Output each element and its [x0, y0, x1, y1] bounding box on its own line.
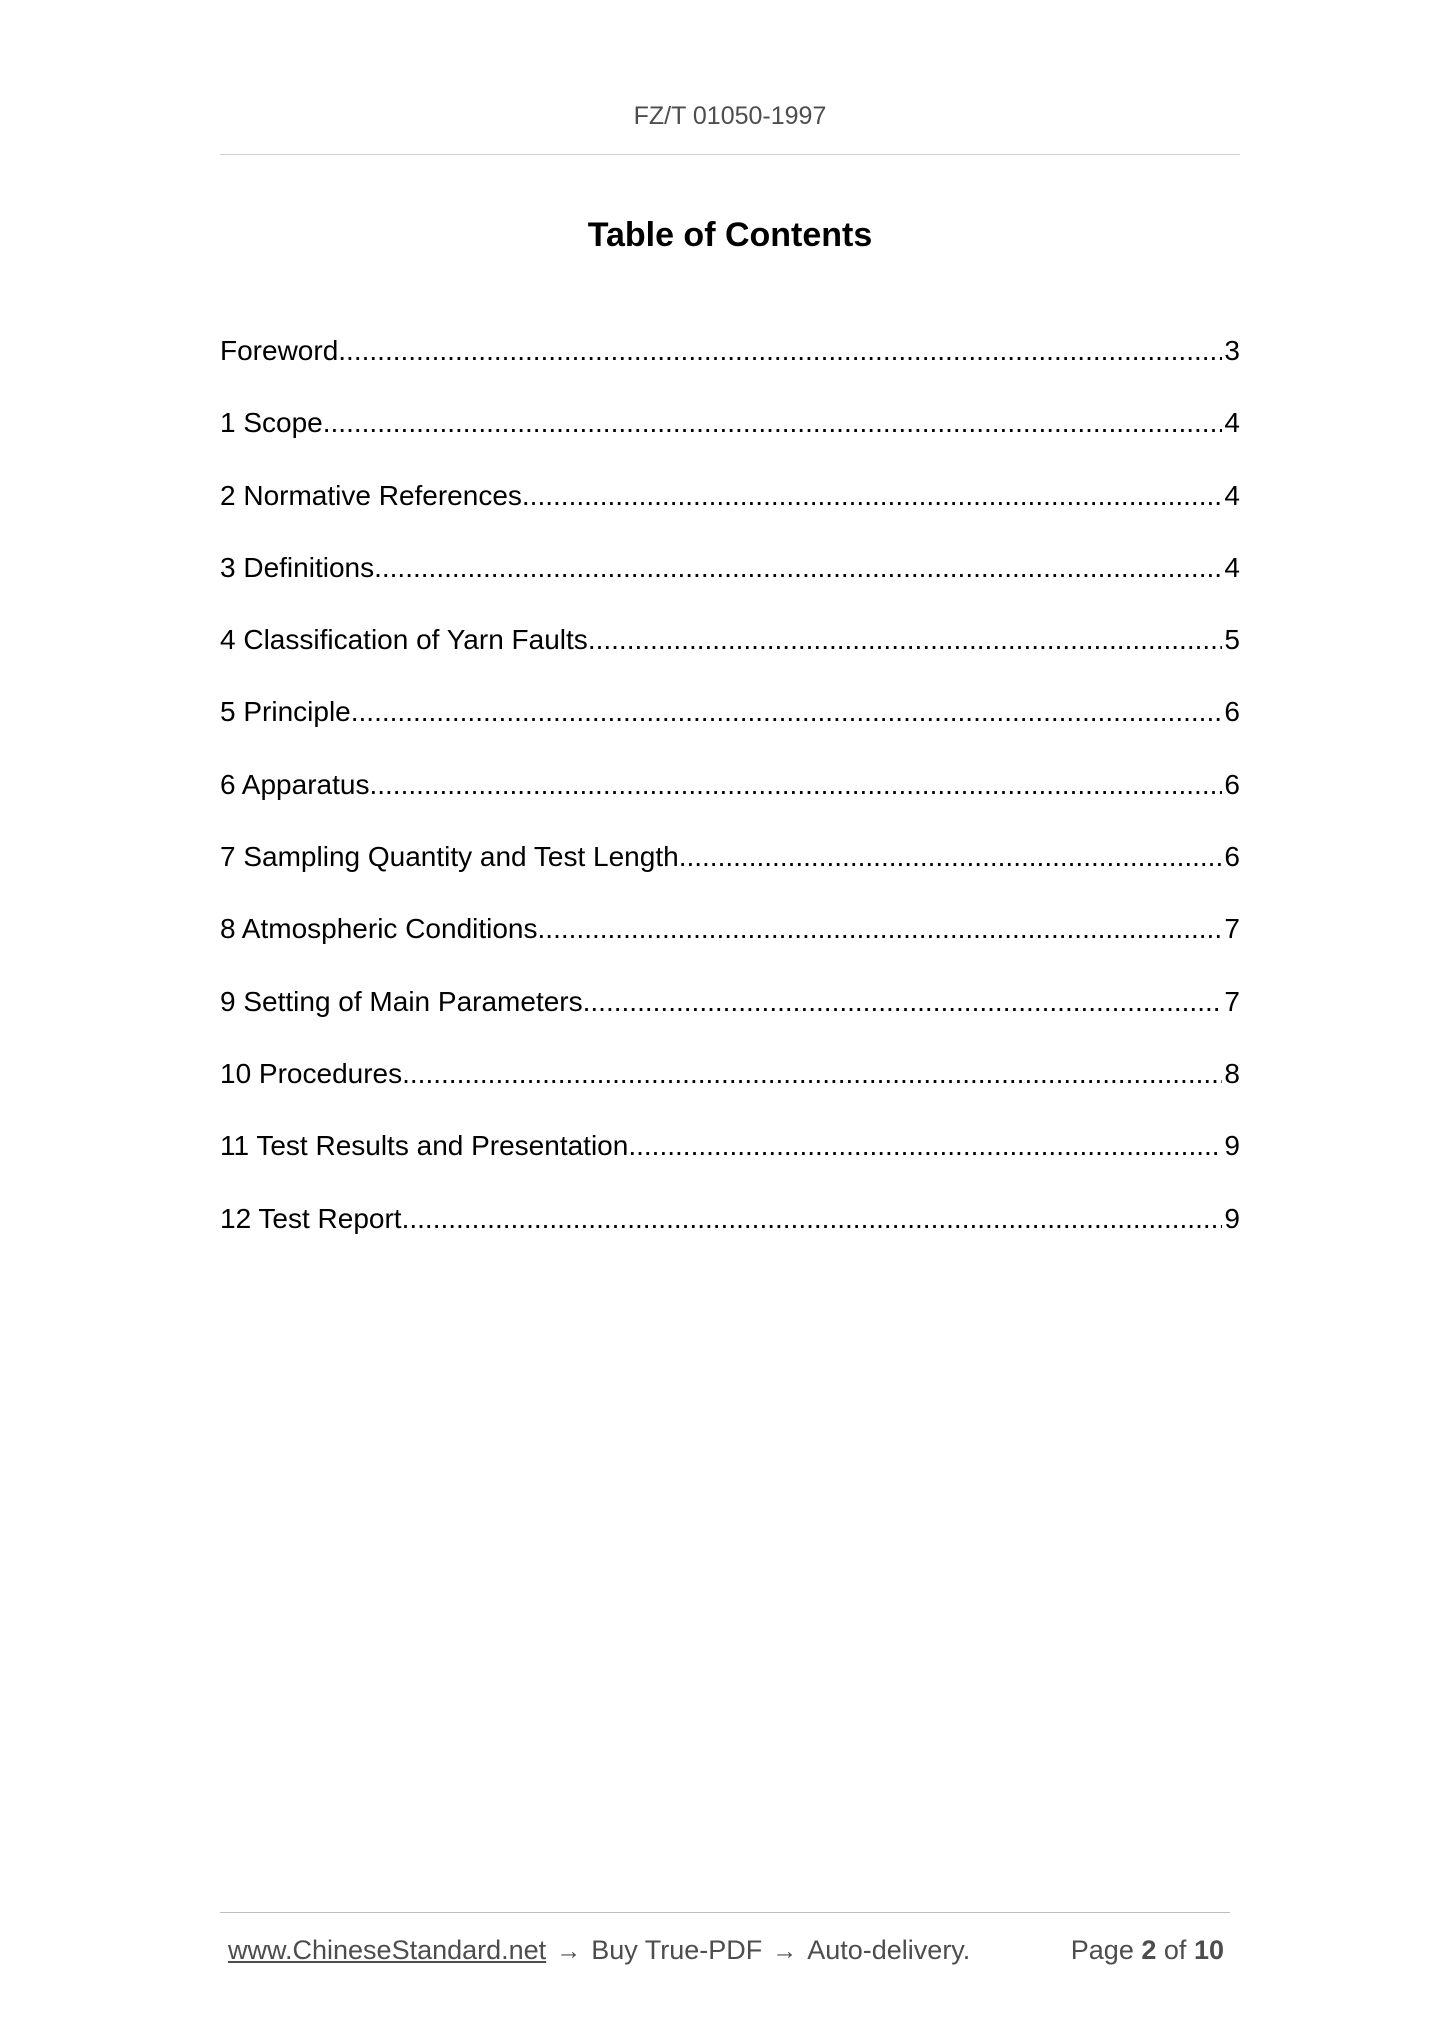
- toc-leader-dots: [538, 913, 1223, 945]
- page-footer: [228, 1935, 1224, 1966]
- toc-entry-label: 4 Classification of Yarn Faults: [220, 624, 588, 656]
- toc-leader-dots: [351, 696, 1223, 728]
- total-pages-number: 10: [1193, 1935, 1224, 1965]
- toc-leader-dots: [369, 769, 1222, 801]
- toc-entry-page: 6: [1224, 768, 1240, 800]
- footer-promo: [228, 1935, 970, 1966]
- toc-leader-dots: [522, 480, 1223, 512]
- page-of-text: of: [1163, 1935, 1187, 1965]
- footer-divider: [220, 1912, 1230, 1913]
- toc-entry-page: 6: [1224, 841, 1240, 873]
- toc-entry-label: 8 Atmospheric Conditions: [220, 913, 538, 945]
- toc-leader-dots: [583, 986, 1223, 1018]
- toc-entry[interactable]: [220, 986, 1240, 1058]
- page-number: [1071, 1935, 1224, 1966]
- toc-entry-label: 2 Normative References: [220, 479, 522, 511]
- toc-title: Table of Contents: [587, 216, 873, 254]
- toc-entry[interactable]: [220, 841, 1240, 913]
- toc-entry-page: 4: [1224, 407, 1240, 439]
- toc-entry-page: 7: [1224, 985, 1240, 1017]
- toc-entry[interactable]: [220, 480, 1240, 552]
- toc-entry-page: 3: [1224, 335, 1240, 366]
- toc-entry-label: 9 Setting of Main Parameters: [220, 985, 583, 1017]
- auto-delivery-text: Auto-delivery.: [807, 1935, 971, 1965]
- toc-entry[interactable]: [220, 769, 1240, 841]
- toc-entry-label: 5 Principle: [220, 696, 351, 728]
- toc-entry[interactable]: [220, 407, 1240, 479]
- toc-leader-dots: [679, 841, 1223, 873]
- toc-leader-dots: [402, 1058, 1222, 1090]
- toc-entry[interactable]: [220, 335, 1240, 407]
- toc-entry-page: 9: [1224, 1202, 1240, 1234]
- toc-entry[interactable]: [220, 1130, 1240, 1202]
- toc-entry-page: 7: [1224, 913, 1240, 945]
- header-divider: [220, 154, 1240, 155]
- toc-entry-page: 8: [1224, 1057, 1240, 1089]
- toc-entry[interactable]: [220, 552, 1240, 624]
- toc-entry-label: 7 Sampling Quantity and Test Length: [220, 841, 679, 873]
- toc-list: [220, 335, 1240, 1275]
- site-link[interactable]: www.ChineseStandard.net: [228, 1935, 547, 1965]
- toc-entry-label: 11 Test Results and Presentation: [220, 1130, 629, 1162]
- toc-entry-label: 6 Apparatus: [220, 768, 370, 800]
- toc-leader-dots: [588, 624, 1223, 656]
- toc-entry-page: 9: [1224, 1130, 1240, 1162]
- toc-entry[interactable]: [220, 1058, 1240, 1130]
- page-prefix: Page: [1070, 1935, 1134, 1965]
- toc-entry-page: 5: [1224, 624, 1240, 656]
- current-page-number: 2: [1141, 1935, 1157, 1965]
- arrow-right-icon: →: [556, 1937, 582, 1965]
- toc-entry[interactable]: [220, 624, 1240, 696]
- toc-entry-page: 4: [1224, 551, 1240, 583]
- toc-entry[interactable]: [220, 913, 1240, 985]
- toc-entry-label: 12 Test Report: [220, 1202, 402, 1234]
- toc-entry-label: 3 Definitions: [220, 551, 375, 583]
- buy-pdf-text: Buy True-PDF: [591, 1935, 763, 1965]
- toc-entry-page: 4: [1224, 479, 1240, 511]
- toc-entry-label: Foreword: [220, 335, 339, 366]
- toc-leader-dots: [628, 1130, 1222, 1162]
- toc-entry-label: 1 Scope: [220, 407, 323, 439]
- document-id-header: FZ/T 01050-1997: [633, 102, 827, 130]
- toc-leader-dots: [374, 552, 1222, 584]
- toc-leader-dots: [323, 407, 1223, 439]
- toc-leader-dots: [402, 1203, 1223, 1235]
- toc-entry[interactable]: [220, 696, 1240, 768]
- arrow-right-icon: →: [772, 1937, 798, 1965]
- toc-entry-page: 6: [1224, 696, 1240, 728]
- toc-entry[interactable]: [220, 1203, 1240, 1275]
- toc-entry-label: 10 Procedures: [220, 1057, 403, 1089]
- toc-leader-dots: [338, 335, 1222, 367]
